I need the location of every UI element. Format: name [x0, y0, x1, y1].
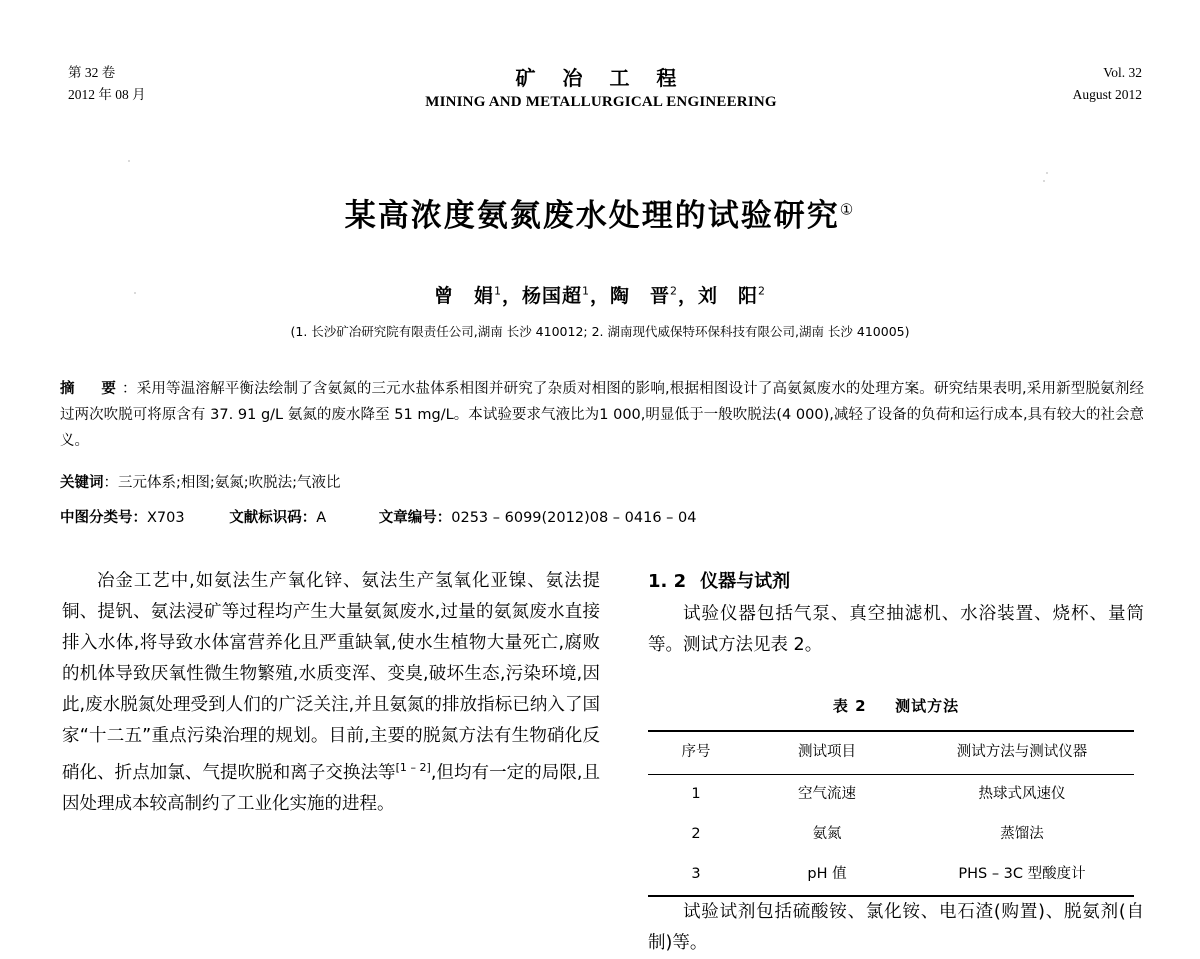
body-paragraph-right-2: 试验试剂包括硫酸铵、氯化铵、电石渣(购置)、脱氨剂(自制)等。 [648, 902, 1144, 953]
section-heading [648, 566, 1144, 597]
table-cell: 空气流速 [798, 786, 856, 802]
journal-title-en: MINING AND METALLURGICAL ENGINEERING [425, 94, 777, 110]
table-header-cell: 测试方法与测试仪器 [910, 731, 1134, 775]
body-paragraph-left-cont: ,但均有一定的局限,且因处理成本较高制约了工业化实施的进程。 [62, 762, 601, 814]
table-cell: 1 [691, 786, 701, 802]
running-head-center [60, 62, 1142, 111]
article-title-text: 某高浓度氨氮废水处理的试验研究 [344, 198, 840, 234]
running-head-right [1073, 62, 1142, 106]
section-number: 1. 2 [648, 571, 687, 592]
journal-title-cn: 矿 冶 工 程 [515, 66, 687, 90]
column-left [62, 566, 600, 820]
clc-group [60, 505, 185, 531]
table-2-head [648, 731, 1134, 775]
article-title [0, 190, 1200, 235]
table-2-title: 测试方法 [895, 697, 960, 715]
volume-label-en: Vol. 32 [1103, 65, 1142, 80]
abstract-label: 摘 要 [60, 381, 123, 397]
author-affiliation: (1. 长沙矿冶研究院有限责任公司,湖南 长沙 410012; 2. 湖南现代威保特环保科技有限公司,湖南 长沙 410005) [290, 324, 910, 339]
table-row [648, 815, 1134, 855]
body-paragraph-left-text: 冶金工艺中,如氨法生产氧化锌、氨法生产氢氧化亚镍、氨法提铜、提钒、氨法浸矿等过程均产生大量氨氮废水,过量的氨氮废水直接排入水体,将导致水体富营养化且严重缺氧,使水生植物大量死亡,腐败的机体导致厌氧性微生物繁殖,水质变浑、变臭,破坏生态,污染环境,因此,废水脱氮处理受到人们的广泛关注,并且氨氮的排放指标已纳入了国家“十二五”重点污染治理的规划。目前,主要的脱氮方法有生物硝化反硝化、折点加氯、气提吹脱和离子交换法等 [62, 571, 600, 783]
scan-speck [128, 160, 130, 162]
abstract [60, 376, 1144, 454]
issue-date-cn: 2012 年 08 月 [68, 87, 146, 102]
doccode-group [229, 505, 326, 531]
title-footnote-marker: ① [839, 200, 856, 219]
table-cell: 2 [691, 826, 701, 842]
body-paragraph-left [62, 566, 600, 820]
artid-group [379, 505, 697, 531]
table-header-cell: 序号 [648, 731, 744, 775]
scan-speck [1043, 180, 1045, 182]
body-paragraph-right-1: 试验仪器包括气泵、真空抽滤机、水浴装置、烧杯、量筒等。测试方法见表 2。 [648, 604, 1144, 655]
table-cell: 蒸馏法 [1000, 826, 1044, 842]
artid-label: 文章编号： [378, 510, 452, 526]
table-cell: 氨氮 [812, 826, 842, 842]
table-header-row [648, 731, 1134, 775]
section-title: 仪器与试剂 [700, 571, 791, 592]
table-2-caption [648, 691, 1144, 722]
volume-label: 第 32 卷 [68, 65, 116, 80]
table-2-wrapper [648, 691, 1144, 897]
table-2 [648, 730, 1134, 897]
table-2-body [648, 775, 1134, 897]
abstract-text: ：采用等温溶解平衡法绘制了含氨氮的三元水盐体系相图并研究了杂质对相图的影响,根据相图设计了高氨氮废水的处理方案。研究结果表明,采用新型脱氨剂经过两次吹脱可将原含有 37. 91 g/L 氨氮的废水降至 51 mg/L。本试验要求气液比为1 000,明显低于一般吹脱法(4 000),减轻了设备的负荷和运行成本,具有较大的社会意义。 [60, 381, 1144, 449]
table-2-label: 表 2 [832, 697, 867, 715]
table-cell: PHS – 3C 型酸度计 [910, 855, 1134, 896]
clc-label: 中图分类号： [60, 510, 147, 526]
keywords-text: ：三元体系;相图;氨氮;吹脱法;气液比 [103, 475, 341, 491]
artid-value: 0253 – 6099(2012)08 – 0416 – 04 [451, 510, 697, 526]
table-row [648, 775, 1134, 816]
column-right [648, 566, 1144, 959]
running-head [60, 62, 1142, 122]
author-list-text: 曾 娟$^1$，杨国超$^1$，陶 晋$^2$，刘 阳$^2$ [433, 284, 767, 307]
clc-value: X703 [147, 510, 185, 526]
doccode-value: A [316, 510, 327, 526]
keywords-label: 关键词 [60, 475, 104, 491]
keywords [60, 470, 341, 496]
doccode-label: 文献标识码： [229, 510, 317, 526]
classification-line [60, 505, 696, 531]
table-cell: pH 值 [744, 855, 910, 896]
author-list [0, 281, 1200, 308]
table-cell: 热球式风速仪 [978, 786, 1066, 802]
scan-speck [1046, 172, 1048, 174]
issue-date-en: August 2012 [1072, 87, 1142, 102]
citation-ref: [1 – 2] [395, 761, 431, 774]
table-cell: 3 [648, 855, 744, 896]
table-row [648, 855, 1134, 896]
table-header-cell: 测试项目 [744, 731, 910, 775]
